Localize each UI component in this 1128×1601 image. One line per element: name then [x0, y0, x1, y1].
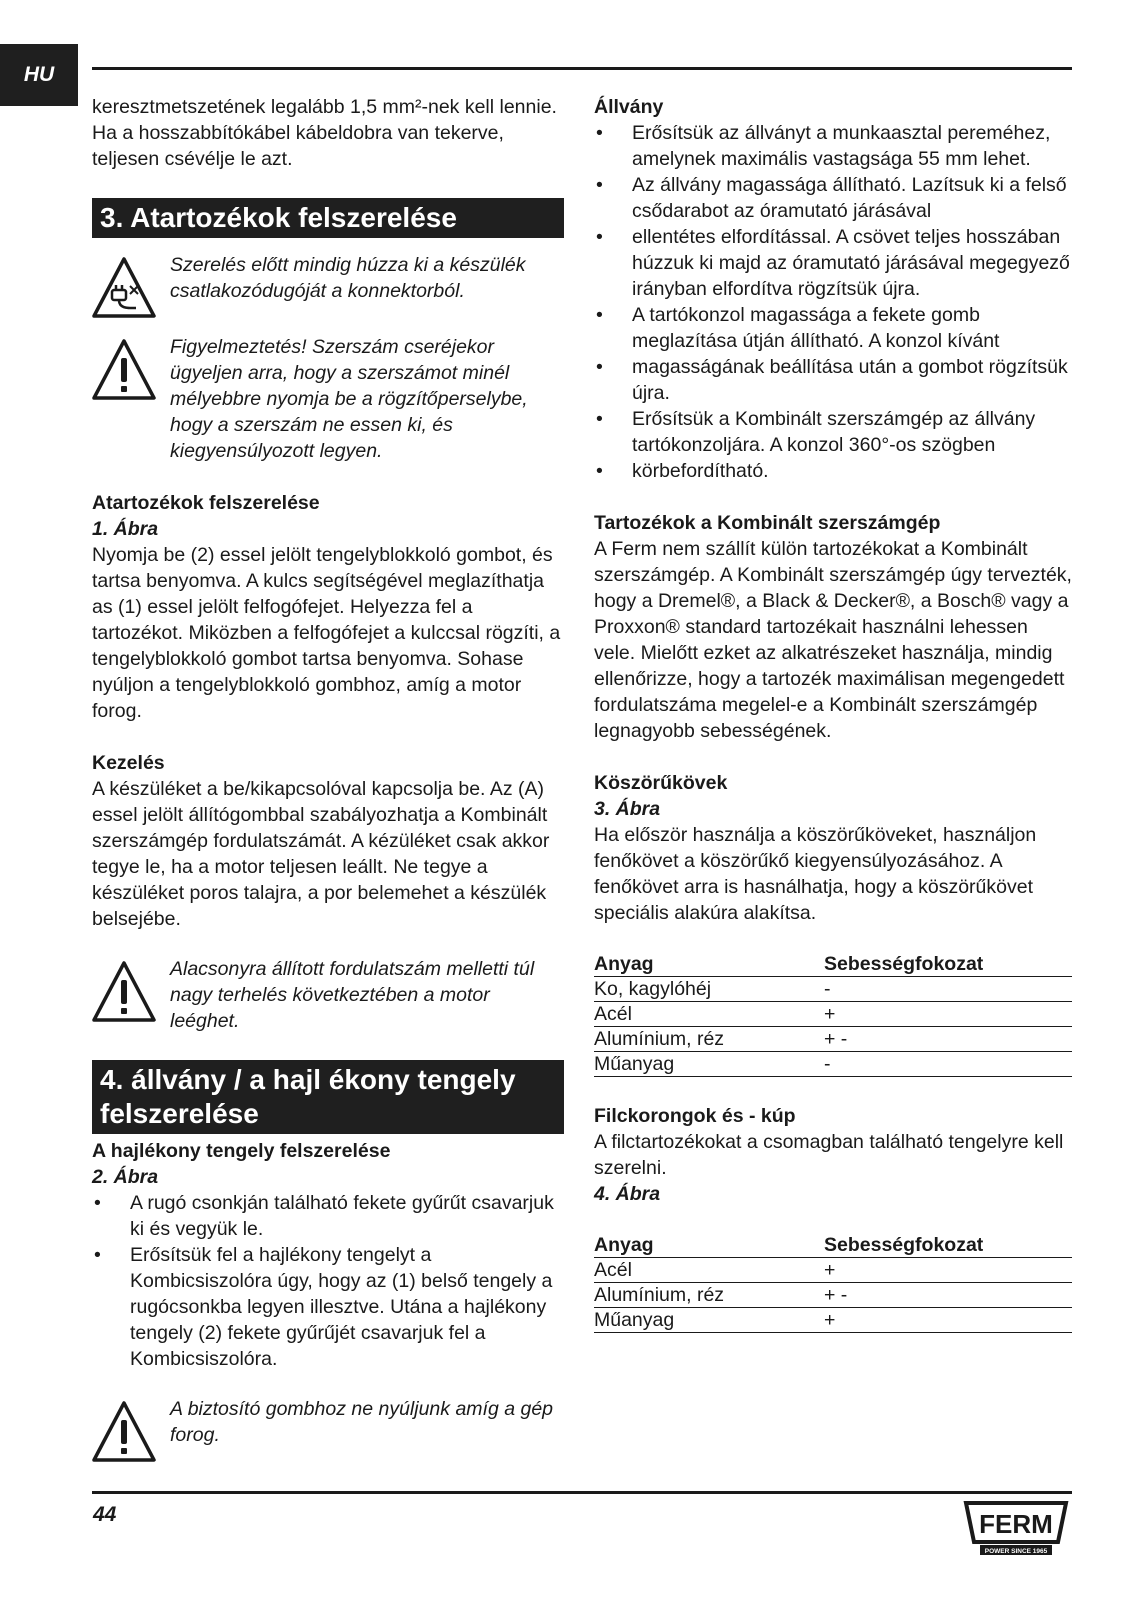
table-row — [594, 1283, 1072, 1308]
accessories-heading: Atartozékok felszerelése — [92, 492, 320, 514]
table-row — [594, 1002, 1072, 1027]
accessories-text: Nyomja be (2) essel jelölt tengelyblokkoló gombot, és tartsa benyomva. A kulcs segítségével meglazíthatja as (1) essel jelölt felfogófejet. Helyezza fel a tartozékot. Miközben a felfogófejet a kulccsal rögzíti, a tengelyblokkoló gombot tartsa benyomva. Sohase nyúljon a tengelyblokkoló gombhoz, amíg a motor forog. — [92, 544, 561, 722]
section-4-heading: 4. állvány / a hajl ékony tengely felszerelése — [92, 1060, 564, 1134]
list-item: • A tartókonzol magassága a fekete gomb meglazítása útján állítható. A konzol kívánt — [594, 302, 1072, 354]
table-cell: Acél — [594, 1258, 824, 1283]
list-item: • Erősítsük az állványt a munkaasztal pereméhez, amelynek maximális vastagsága 55 mm lehet. — [594, 120, 1072, 172]
left-column — [92, 94, 564, 1464]
unplug-warning-icon — [92, 256, 156, 320]
operation-text: A készüléket a be/kikapcsolóval kapcsolja be. Az (A) essel jelölt állítógombbal szabályozhatja a Kombinált szerszámgép fordulatszámát. A kézüléket csak akkor tegye le, ha a motor teljesen leállt. Ne tegye a készüléket poros talajra, a por belemehet a készülék belsejébe. — [92, 778, 550, 930]
grinding-stones-heading: Köszörűkövek — [594, 772, 728, 794]
table-header-row — [594, 952, 1072, 977]
table-cell: + — [824, 1258, 1072, 1283]
table-cell: Acél — [594, 1002, 824, 1027]
right-column — [594, 94, 1072, 1333]
grinding-stones-text: Ha először használja a köszörűköveket, használjon fenőkövet a köszörűkő kiegyensúlyozásához. A fenőkövet arra is hasnálhatja, hogy a köszörűkövet speciális alakúra alakítsa. — [594, 824, 1037, 924]
table-row — [594, 1052, 1072, 1077]
grinding-speed-table — [594, 952, 1072, 1077]
list-item: • körbefordítható. — [594, 458, 1072, 484]
table-row — [594, 1027, 1072, 1052]
list-item: • magasságának beállítása után a gombot rögzítsük újra. — [594, 354, 1072, 406]
intro-paragraph: keresztmetszetének legalább 1,5 mm²-nek kell lennie. Ha a hosszabbítókábel kábeldobra van tekerve, teljesen csévélje le azt. — [92, 96, 557, 170]
section-3-heading: 3. Atartozékok felszerelése — [92, 198, 564, 238]
table-cell: Műanyag — [594, 1308, 824, 1333]
exclamation-warning-icon — [92, 960, 156, 1024]
table-cell: + - — [824, 1027, 1072, 1052]
figure-2-ref: 2. Ábra — [92, 1166, 159, 1188]
felt-text: A filctartozékokat a csomagban található tengelyre kell szerelni. — [594, 1131, 1064, 1179]
list-item: • Erősítsük a Kombinált szerszámgép az állvány tartókonzoljára. A konzol 360°-os szögben — [594, 406, 1072, 458]
warning-low-speed — [92, 956, 564, 1034]
page-number: 44 — [93, 1503, 117, 1526]
warning-unplug-text: Szerelés előtt mindig húzza ki a készülék csatlakozódugóját a konnektorból. — [170, 254, 526, 302]
table-cell: Műanyag — [594, 1052, 824, 1077]
table-row — [594, 977, 1072, 1002]
top-rule — [92, 67, 1072, 70]
figure-3-ref: 3. Ábra — [594, 798, 661, 820]
ferm-logo — [960, 1500, 1072, 1558]
felt-heading: Filckorongok és - kúp — [594, 1105, 796, 1127]
table-row — [594, 1308, 1072, 1333]
felt-speed-table — [594, 1233, 1072, 1333]
list-item: • A rugó csonkján található fekete gyűrűt csavarjuk ki és vegyük le. — [92, 1190, 564, 1242]
figure-4-ref: 4. Ábra — [594, 1183, 661, 1205]
warning-unplug — [92, 252, 564, 320]
exclamation-warning-icon — [92, 338, 156, 402]
warning-lock-button-text: A biztosító gombhoz ne nyúljunk amíg a gép forog. — [170, 1398, 554, 1446]
list-item: • Az állvány magassága állítható. Lazítsuk ki a felső csődarabot az óramutató járásával — [594, 172, 1072, 224]
figure-1-ref: 1. Ábra — [92, 518, 159, 540]
logo-tagline: POWER SINCE 1965 — [984, 1548, 1048, 1555]
table-cell: - — [824, 1052, 1072, 1077]
language-tab: HU — [0, 44, 78, 106]
list-item: • Erősítsük fel a hajlékony tengelyt a Kombicsiszolóra úgy, hogy az (1) belső tengely a rugócsonkba legyen illesztve. Utána a hajlékony tengely (2) fekete gyűrűjét csavarjuk fel a Kombicsiszolóra. — [92, 1242, 564, 1372]
warning-lock-button — [92, 1396, 564, 1464]
column-header-material: Anyag — [594, 1233, 824, 1258]
table-cell: + — [824, 1002, 1072, 1027]
warning-tool-change — [92, 334, 564, 464]
warning-low-speed-text: Alacsonyra állított fordulatszám melletti túl nagy terhelés következtében a motor leéghet. — [170, 958, 535, 1032]
bottom-rule — [92, 1491, 1072, 1494]
table-cell: Alumínium, réz — [594, 1027, 824, 1052]
exclamation-warning-icon — [92, 1400, 156, 1464]
table-header-row — [594, 1233, 1072, 1258]
logo-text: FERM — [979, 1509, 1053, 1539]
accessories-multitool-text: A Ferm nem szállít külön tartozékokat a Kombinált szerszámgép. A Kombinált szerszámgép úgy tervezték, hogy a Dremel®, a Black & Decker®, a Bosch® vagy a Proxxon® standard tartozékait használni lehessen vele. Mielőtt ezket az alkatrészeket használja, mindig ellenőrizze, hogy a tartozék maximálisan megengedett fordulatszáma megelel-e a Kombinált szerszámgép legnagyobb sebességének. — [594, 538, 1072, 742]
column-header-material: Anyag — [594, 952, 824, 977]
table-row — [594, 1258, 1072, 1283]
warning-tool-change-text: Figyelmeztetés! Szerszám cseréjekor ügyeljen arra, hogy a szerszámot minél mélyebbre nyomja be a rögzítőperselybe, hogy a szerszám ne essen ki, és kiegyensúlyozott legyen. — [170, 336, 528, 462]
accessories-multitool-heading: Tartozékok a Kombinált szerszámgép — [594, 512, 941, 534]
flex-shaft-steps — [92, 1190, 564, 1372]
stand-heading: Állvány — [594, 96, 664, 118]
table-cell: + - — [824, 1283, 1072, 1308]
list-item: • ellentétes elfordítással. A csövet teljes hosszában húzzuk ki majd az óramutató járásával megegyező irányban elfordítva rögzítsük újra. — [594, 224, 1072, 302]
table-cell: Alumínium, réz — [594, 1283, 824, 1308]
operation-heading: Kezelés — [92, 752, 165, 774]
table-cell: - — [824, 977, 1072, 1002]
table-cell: + — [824, 1308, 1072, 1333]
column-header-speed: Sebességfokozat — [824, 952, 1072, 977]
column-header-speed: Sebességfokozat — [824, 1233, 1072, 1258]
table-cell: Ko, kagylóhéj — [594, 977, 824, 1002]
stand-steps — [594, 120, 1072, 484]
flex-shaft-heading: A hajlékony tengely felszerelése — [92, 1140, 391, 1162]
